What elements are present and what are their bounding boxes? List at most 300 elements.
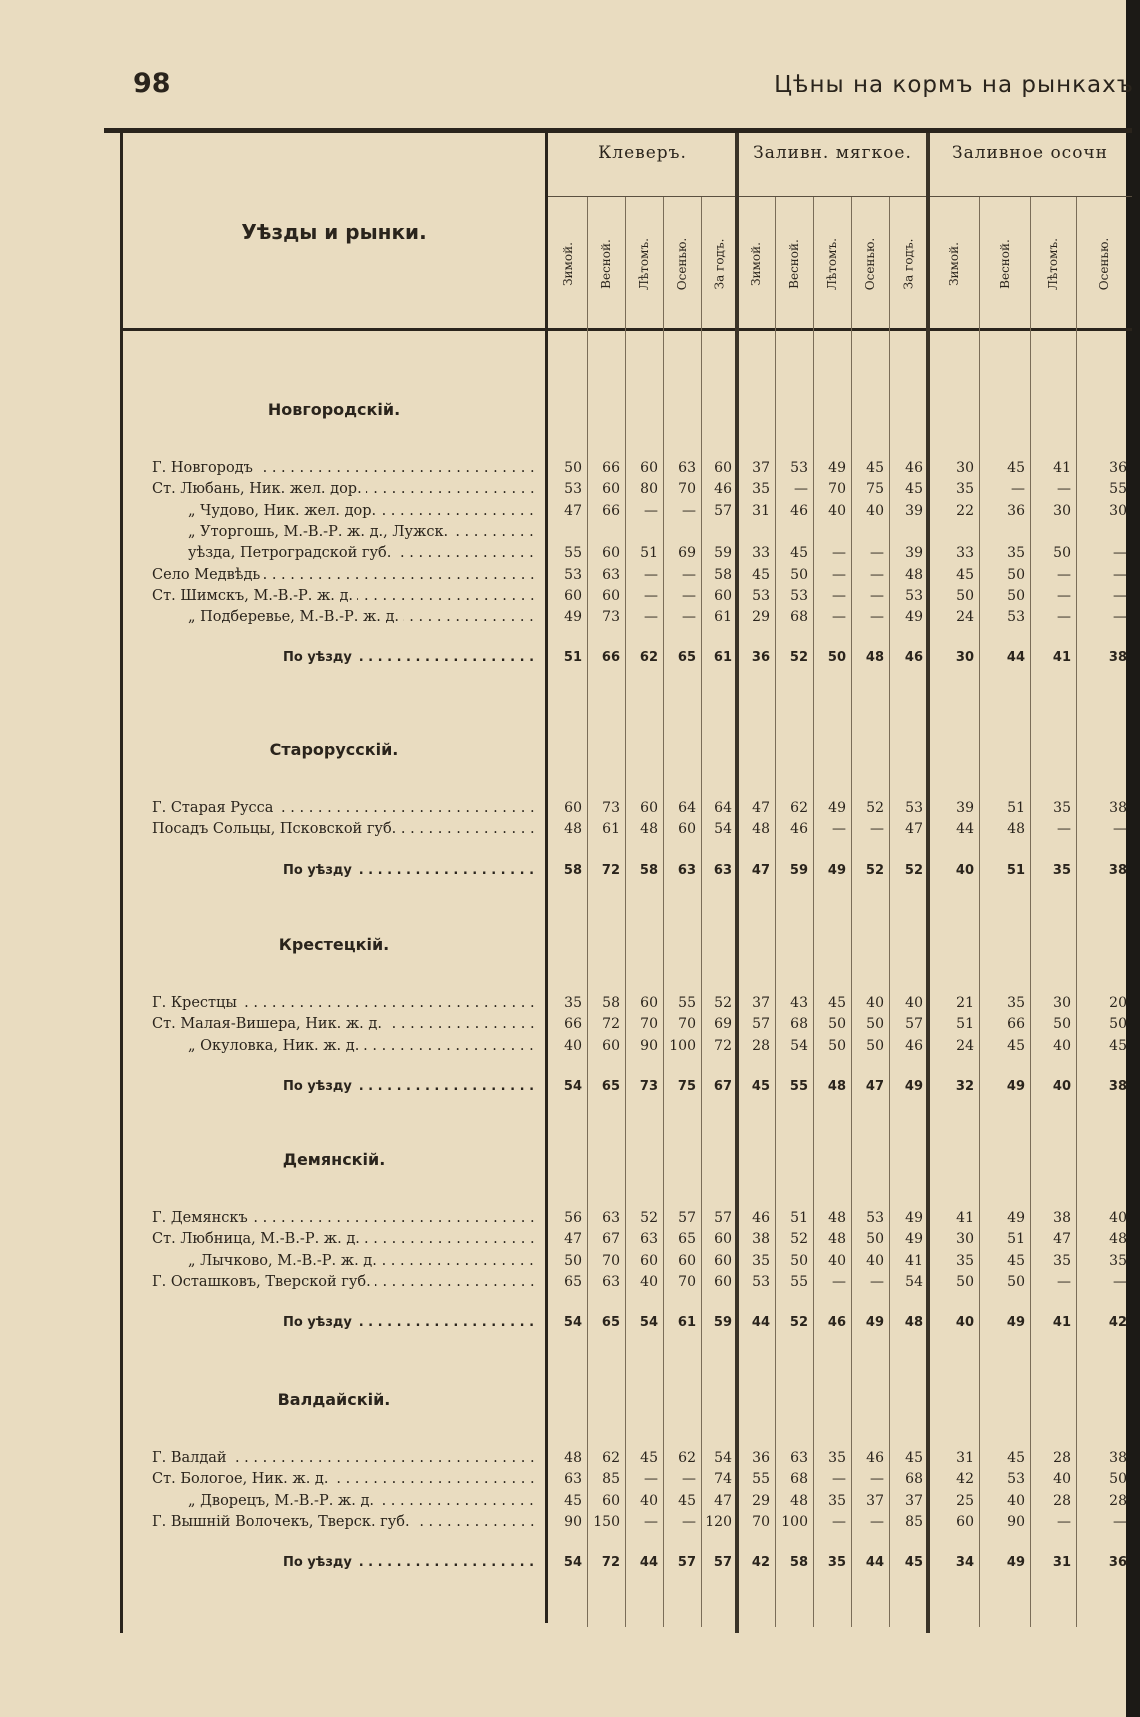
value-cell: 60 bbox=[640, 460, 658, 476]
value-cell: 39 bbox=[905, 502, 923, 519]
value-cell: 45 bbox=[905, 481, 923, 498]
value-cell: 41 bbox=[956, 1210, 974, 1226]
column-rule bbox=[775, 197, 776, 1627]
value-cell: 40 bbox=[866, 995, 884, 1011]
season-header bbox=[587, 214, 625, 314]
header-rule bbox=[123, 328, 1132, 331]
row-label-text: Посадъ Сольцы, Псковской губ. bbox=[152, 821, 400, 837]
value-cell: — bbox=[644, 587, 658, 604]
value-cell: 73 bbox=[602, 609, 620, 626]
table-row bbox=[0, 1450, 1140, 1470]
value-cell: 70 bbox=[828, 481, 846, 498]
value-cell: 61 bbox=[677, 1315, 696, 1331]
value-cell: 30 bbox=[956, 460, 974, 476]
value-cell: 54 bbox=[563, 1078, 582, 1094]
row-label bbox=[283, 650, 538, 665]
value-cell: 62 bbox=[790, 800, 808, 816]
value-cell: 47 bbox=[905, 821, 923, 838]
district-heading: Валдайскій. bbox=[277, 1390, 391, 1409]
value-cell: 62 bbox=[602, 1450, 620, 1466]
value-cell: 52 bbox=[714, 995, 732, 1011]
value-cell: 50 bbox=[866, 1231, 884, 1248]
value-cell: — bbox=[870, 1513, 884, 1530]
value-cell: 54 bbox=[714, 1450, 732, 1466]
value-cell: 55 bbox=[1109, 481, 1127, 498]
value-cell: 57 bbox=[678, 1210, 696, 1226]
value-cell: 120 bbox=[705, 1513, 732, 1530]
table-row bbox=[0, 1274, 1140, 1294]
value-cell: 60 bbox=[602, 545, 620, 562]
value-cell: 40 bbox=[564, 1037, 582, 1054]
value-cell: 44 bbox=[751, 1315, 770, 1331]
value-cell: 50 bbox=[866, 1016, 884, 1033]
value-cell: 48 bbox=[1007, 821, 1025, 838]
value-cell: 70 bbox=[678, 1273, 696, 1290]
value-cell: 41 bbox=[1052, 1315, 1071, 1331]
season-label: За годъ. bbox=[712, 238, 727, 290]
row-label-text: Ст. Любница, М.-В.-Р. ж. д. bbox=[152, 1231, 364, 1247]
value-cell: 35 bbox=[956, 481, 974, 498]
value-cell: 52 bbox=[904, 862, 923, 878]
value-cell: 50 bbox=[956, 587, 974, 604]
table-row bbox=[0, 1231, 1140, 1251]
group-divider bbox=[926, 133, 930, 1633]
value-cell: 63 bbox=[677, 862, 696, 878]
value-cell: 29 bbox=[752, 609, 770, 626]
column-rule bbox=[587, 197, 588, 1627]
value-cell: 47 bbox=[564, 502, 582, 519]
value-cell: 24 bbox=[956, 609, 974, 626]
value-cell: 28 bbox=[1053, 1492, 1071, 1509]
group-header: Заливн. мягкое. bbox=[753, 143, 912, 163]
season-header bbox=[928, 214, 979, 314]
value-cell: 61 bbox=[713, 650, 732, 666]
value-cell: 63 bbox=[602, 1273, 620, 1290]
value-cell: 35 bbox=[1109, 1252, 1127, 1269]
value-cell: 68 bbox=[790, 609, 808, 626]
value-cell: 45 bbox=[956, 566, 974, 583]
value-cell: 33 bbox=[956, 545, 974, 562]
value-cell: 31 bbox=[752, 502, 770, 519]
season-header bbox=[979, 214, 1030, 314]
value-cell: 44 bbox=[956, 821, 974, 838]
value-cell: 53 bbox=[790, 587, 808, 604]
column-rule bbox=[813, 197, 814, 1627]
row-label-text: „ Уторгошь, М.-В.-Р. ж. д., Лужск. bbox=[188, 524, 452, 540]
value-cell: 63 bbox=[602, 1210, 620, 1226]
value-cell: 57 bbox=[714, 1210, 732, 1226]
value-cell: 45 bbox=[752, 566, 770, 583]
value-cell: 34 bbox=[955, 1555, 974, 1571]
value-cell: 61 bbox=[714, 609, 732, 626]
table-row bbox=[0, 567, 1140, 587]
value-cell: 21 bbox=[956, 995, 974, 1011]
value-cell: 50 bbox=[1109, 1016, 1127, 1033]
value-cell: 73 bbox=[602, 800, 620, 816]
table-row bbox=[0, 995, 1140, 1015]
value-cell: 40 bbox=[828, 1252, 846, 1269]
row-label-text: Г. Демянскъ bbox=[152, 1210, 252, 1226]
value-cell: 57 bbox=[714, 502, 732, 519]
value-cell: 46 bbox=[905, 1037, 923, 1054]
value-cell: 47 bbox=[714, 1492, 732, 1509]
row-label-text: Ст. Бологое, Ник. ж. д. bbox=[152, 1471, 332, 1487]
season-header bbox=[625, 214, 663, 314]
value-cell: 80 bbox=[640, 481, 658, 498]
column-rule bbox=[625, 197, 626, 1627]
value-cell: 53 bbox=[564, 566, 582, 583]
value-cell: 49 bbox=[905, 1231, 923, 1248]
value-cell: 59 bbox=[789, 862, 808, 878]
value-cell: 52 bbox=[789, 1315, 808, 1331]
value-cell: 60 bbox=[602, 587, 620, 604]
value-cell: 49 bbox=[1006, 1078, 1025, 1094]
value-cell: 54 bbox=[563, 1315, 582, 1331]
value-cell: 50 bbox=[1109, 1471, 1127, 1488]
value-cell: 40 bbox=[1053, 1471, 1071, 1488]
table-row bbox=[0, 1210, 1140, 1230]
value-cell: 40 bbox=[955, 1315, 974, 1331]
row-label bbox=[152, 1450, 538, 1466]
row-label bbox=[188, 524, 538, 540]
value-cell: 65 bbox=[678, 1231, 696, 1248]
value-cell: 30 bbox=[955, 650, 974, 666]
value-cell: 85 bbox=[602, 1471, 620, 1488]
value-cell: 58 bbox=[639, 862, 658, 878]
value-cell: 49 bbox=[1007, 1210, 1025, 1226]
value-cell: 63 bbox=[713, 862, 732, 878]
value-cell: 60 bbox=[602, 481, 620, 498]
value-cell: 100 bbox=[781, 1513, 808, 1530]
value-cell: — bbox=[1057, 587, 1071, 604]
value-cell: 67 bbox=[713, 1078, 732, 1094]
value-cell: — bbox=[644, 1471, 658, 1488]
value-cell: 58 bbox=[563, 862, 582, 878]
value-cell: 41 bbox=[905, 1252, 923, 1269]
row-label-text: По уѣзду bbox=[283, 863, 356, 878]
value-cell: — bbox=[1113, 1273, 1127, 1290]
value-cell: 46 bbox=[714, 481, 732, 498]
value-cell: 49 bbox=[905, 609, 923, 626]
district-total-row bbox=[0, 1315, 1140, 1335]
value-cell: 65 bbox=[564, 1273, 582, 1290]
value-cell: 69 bbox=[714, 1016, 732, 1033]
value-cell: — bbox=[832, 566, 846, 583]
value-cell: 60 bbox=[714, 1231, 732, 1248]
row-label-text: „ Подберевье, М.-В.-Р. ж. д. bbox=[188, 609, 403, 625]
value-cell: 50 bbox=[956, 1273, 974, 1290]
value-cell: 39 bbox=[956, 800, 974, 816]
value-cell: 30 bbox=[1109, 502, 1127, 519]
value-cell: 28 bbox=[1053, 1450, 1071, 1466]
season-label: Осенью. bbox=[1096, 237, 1111, 291]
value-cell: — bbox=[644, 566, 658, 583]
column-rule bbox=[701, 197, 702, 1627]
value-cell: 75 bbox=[866, 481, 884, 498]
value-cell: 41 bbox=[1052, 650, 1071, 666]
value-cell: 45 bbox=[1007, 1252, 1025, 1269]
value-cell: 38 bbox=[1109, 1450, 1127, 1466]
value-cell: 74 bbox=[714, 1471, 732, 1488]
value-cell: 50 bbox=[564, 1252, 582, 1269]
value-cell: 48 bbox=[828, 1231, 846, 1248]
value-cell: 57 bbox=[752, 1016, 770, 1033]
page-number: 98 bbox=[133, 68, 171, 99]
value-cell: 42 bbox=[956, 1471, 974, 1488]
value-cell: 48 bbox=[790, 1492, 808, 1509]
value-cell: — bbox=[870, 545, 884, 562]
value-cell: — bbox=[682, 1513, 696, 1530]
value-cell: 48 bbox=[640, 821, 658, 838]
value-cell: 49 bbox=[1006, 1555, 1025, 1571]
value-cell: 47 bbox=[752, 800, 770, 816]
value-cell: 35 bbox=[752, 481, 770, 498]
value-cell: 52 bbox=[789, 650, 808, 666]
value-cell: 39 bbox=[905, 545, 923, 562]
value-cell: 48 bbox=[564, 821, 582, 838]
value-cell: 38 bbox=[752, 1231, 770, 1248]
group-header: Заливное осочн bbox=[951, 143, 1109, 163]
column-rule bbox=[1030, 197, 1031, 1627]
value-cell: 49 bbox=[827, 862, 846, 878]
value-cell: 60 bbox=[564, 800, 582, 816]
value-cell: 54 bbox=[790, 1037, 808, 1054]
row-label bbox=[152, 481, 538, 497]
value-cell: 50 bbox=[1053, 545, 1071, 562]
row-label-text: По уѣзду bbox=[283, 1555, 356, 1570]
value-cell: — bbox=[832, 545, 846, 562]
value-cell: 48 bbox=[827, 1078, 846, 1094]
value-cell: 36 bbox=[751, 650, 770, 666]
value-cell: 49 bbox=[828, 460, 846, 476]
row-label-text: „ Дворецъ, М.-В.-Р. ж. д. bbox=[188, 1493, 378, 1509]
season-header bbox=[889, 214, 928, 314]
value-cell: 55 bbox=[678, 995, 696, 1011]
value-cell: 66 bbox=[602, 460, 620, 476]
value-cell: 50 bbox=[828, 1016, 846, 1033]
value-cell: — bbox=[1057, 609, 1071, 626]
row-label bbox=[152, 1471, 538, 1487]
row-label-text: Г. Валдай bbox=[152, 1450, 231, 1466]
value-cell: 38 bbox=[1108, 650, 1127, 666]
season-label: Лѣтомъ. bbox=[1046, 238, 1060, 290]
value-cell: 45 bbox=[1007, 460, 1025, 476]
value-cell: 51 bbox=[1007, 1231, 1025, 1248]
value-cell: 45 bbox=[678, 1492, 696, 1509]
group-header: Клеверъ. bbox=[598, 143, 687, 163]
value-cell: 35 bbox=[752, 1252, 770, 1269]
value-cell: 60 bbox=[678, 1252, 696, 1269]
value-cell: — bbox=[644, 1513, 658, 1530]
season-label: Лѣтомъ. bbox=[825, 238, 839, 290]
value-cell: 75 bbox=[677, 1078, 696, 1094]
value-cell: — bbox=[682, 566, 696, 583]
value-cell: 40 bbox=[640, 1492, 658, 1509]
group-divider bbox=[735, 133, 739, 1633]
value-cell: 45 bbox=[905, 1450, 923, 1466]
value-cell: 35 bbox=[1007, 545, 1025, 562]
value-cell: 57 bbox=[713, 1555, 732, 1571]
value-cell: 28 bbox=[752, 1037, 770, 1054]
value-cell: 70 bbox=[602, 1252, 620, 1269]
row-label bbox=[152, 800, 538, 816]
value-cell: 49 bbox=[904, 1078, 923, 1094]
value-cell: 60 bbox=[602, 1492, 620, 1509]
value-cell: — bbox=[870, 1273, 884, 1290]
table-row bbox=[0, 588, 1140, 608]
value-cell: 46 bbox=[752, 1210, 770, 1226]
row-label-text: Г. Новгородъ bbox=[152, 460, 257, 476]
table-row bbox=[0, 1471, 1140, 1491]
value-cell: 29 bbox=[752, 1492, 770, 1509]
value-cell: — bbox=[870, 821, 884, 838]
group-underline bbox=[548, 196, 1132, 197]
value-cell: — bbox=[1057, 821, 1071, 838]
value-cell: 55 bbox=[790, 1273, 808, 1290]
value-cell: 48 bbox=[828, 1210, 846, 1226]
value-cell: 72 bbox=[714, 1037, 732, 1054]
value-cell: — bbox=[682, 502, 696, 519]
table-row bbox=[0, 1514, 1140, 1534]
row-label-text: „ Чудово, Ник. жел. дор. bbox=[188, 503, 380, 519]
row-label-text: Ст. Любань, Ник. жел. дор. bbox=[152, 481, 366, 497]
table-row bbox=[0, 800, 1140, 820]
value-cell: 44 bbox=[639, 1555, 658, 1571]
column-rule bbox=[979, 197, 980, 1627]
value-cell: 48 bbox=[752, 821, 770, 838]
value-cell: 72 bbox=[601, 1555, 620, 1571]
value-cell: 53 bbox=[564, 481, 582, 498]
value-cell: 72 bbox=[601, 862, 620, 878]
value-cell: 150 bbox=[593, 1513, 620, 1530]
value-cell: 66 bbox=[602, 502, 620, 519]
value-cell: 90 bbox=[1007, 1513, 1025, 1530]
value-cell: 24 bbox=[956, 1037, 974, 1054]
value-cell: 46 bbox=[827, 1315, 846, 1331]
value-cell: — bbox=[832, 1513, 846, 1530]
value-cell: 45 bbox=[751, 1078, 770, 1094]
value-cell: 36 bbox=[752, 1450, 770, 1466]
value-cell: 50 bbox=[1007, 566, 1025, 583]
row-label bbox=[188, 609, 538, 625]
value-cell: 60 bbox=[714, 587, 732, 604]
value-cell: — bbox=[832, 587, 846, 604]
value-cell: — bbox=[1113, 1513, 1127, 1530]
value-cell: 35 bbox=[1007, 995, 1025, 1011]
value-cell: — bbox=[682, 587, 696, 604]
value-cell: 66 bbox=[601, 650, 620, 666]
value-cell: 36 bbox=[1108, 1555, 1127, 1571]
value-cell: 35 bbox=[1052, 862, 1071, 878]
row-label bbox=[152, 1514, 538, 1530]
district-heading: Старорусскій. bbox=[269, 740, 399, 759]
table-row bbox=[0, 460, 1140, 480]
value-cell: 50 bbox=[866, 1037, 884, 1054]
district-heading: Новгородскій. bbox=[267, 400, 401, 419]
row-label-text: По уѣзду bbox=[283, 1079, 356, 1094]
value-cell: 44 bbox=[865, 1555, 884, 1571]
stub-header: Уѣзды и рынки. bbox=[241, 220, 427, 244]
value-cell: — bbox=[1113, 566, 1127, 583]
value-cell: 63 bbox=[564, 1471, 582, 1488]
value-cell: 49 bbox=[564, 609, 582, 626]
row-label-text: По уѣзду bbox=[283, 1315, 356, 1330]
value-cell: 53 bbox=[790, 460, 808, 476]
value-cell: 53 bbox=[752, 1273, 770, 1290]
season-label: Весной. bbox=[599, 239, 613, 289]
row-label-text: „ Лычково, М.-В.-Р. ж. д. bbox=[188, 1253, 381, 1269]
column-rule bbox=[663, 197, 664, 1627]
row-label-text: Ст. Малая-Вишера, Ник. ж. д. bbox=[152, 1016, 386, 1032]
value-cell: — bbox=[832, 1273, 846, 1290]
value-cell: 45 bbox=[790, 545, 808, 562]
row-label bbox=[152, 995, 538, 1011]
value-cell: 60 bbox=[564, 587, 582, 604]
value-cell: 46 bbox=[866, 1450, 884, 1466]
season-header bbox=[663, 214, 701, 314]
value-cell: 49 bbox=[1006, 1315, 1025, 1331]
value-cell: 38 bbox=[1053, 1210, 1071, 1226]
value-cell: — bbox=[1057, 1513, 1071, 1530]
value-cell: — bbox=[682, 609, 696, 626]
value-cell: 36 bbox=[1109, 460, 1127, 476]
table-row bbox=[0, 1253, 1140, 1273]
value-cell: 53 bbox=[1007, 609, 1025, 626]
season-header bbox=[813, 214, 851, 314]
running-head: Цѣны на кормъ на рынкахъ bbox=[774, 72, 1134, 98]
value-cell: 60 bbox=[956, 1513, 974, 1530]
value-cell: — bbox=[832, 821, 846, 838]
season-label: Зимой. bbox=[749, 242, 764, 286]
value-cell: 68 bbox=[790, 1471, 808, 1488]
value-cell: 52 bbox=[640, 1210, 658, 1226]
value-cell: — bbox=[832, 1471, 846, 1488]
value-cell: 60 bbox=[602, 1037, 620, 1054]
season-header bbox=[737, 214, 775, 314]
value-cell: 48 bbox=[865, 650, 884, 666]
value-cell: 48 bbox=[904, 1315, 923, 1331]
row-label-text: Г. Осташковъ, Тверской губ. bbox=[152, 1274, 375, 1290]
value-cell: 60 bbox=[678, 821, 696, 838]
value-cell: 70 bbox=[678, 1016, 696, 1033]
table-row bbox=[0, 481, 1140, 501]
row-label-text: уѣзда, Петроградской губ. bbox=[188, 545, 395, 561]
district-heading: Демянскій. bbox=[282, 1150, 386, 1169]
row-label bbox=[152, 1274, 538, 1290]
value-cell: — bbox=[870, 1471, 884, 1488]
value-cell: 60 bbox=[714, 460, 732, 476]
value-cell: 30 bbox=[1053, 995, 1071, 1011]
value-cell: 44 bbox=[1006, 650, 1025, 666]
value-cell: 50 bbox=[790, 566, 808, 583]
value-cell: 51 bbox=[1006, 862, 1025, 878]
value-cell: 53 bbox=[866, 1210, 884, 1226]
value-cell: 45 bbox=[1007, 1037, 1025, 1054]
row-label bbox=[152, 588, 538, 604]
value-cell: 38 bbox=[1108, 862, 1127, 878]
value-cell: 62 bbox=[678, 1450, 696, 1466]
value-cell: 63 bbox=[678, 460, 696, 476]
column-rule bbox=[889, 197, 890, 1627]
value-cell: 40 bbox=[1109, 1210, 1127, 1226]
row-label bbox=[283, 863, 538, 878]
value-cell: — bbox=[1113, 609, 1127, 626]
value-cell: 56 bbox=[564, 1210, 582, 1226]
value-cell: 59 bbox=[713, 1315, 732, 1331]
row-label bbox=[283, 1315, 538, 1330]
value-cell: 51 bbox=[640, 545, 658, 562]
value-cell: 41 bbox=[1053, 460, 1071, 476]
